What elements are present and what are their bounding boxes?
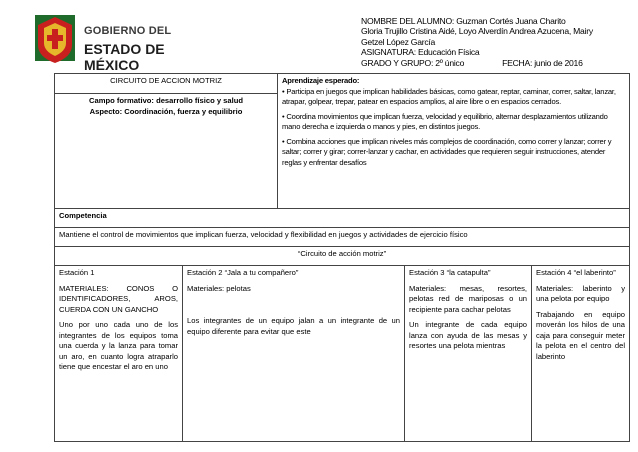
formative-field: Campo formativo: desarrollo físico y salud [88, 96, 244, 105]
table-row [55, 74, 630, 94]
table-row [55, 247, 630, 266]
student-info [361, 16, 631, 68]
grade-date-line [361, 58, 631, 68]
learning-outcome-item: • Coordina movimientos que implican fuerza, velocidad y equilibrio, alternar desplazamientos utilizando mano derecha e izquierda o manos y pies, en distintos juegos. [282, 111, 608, 131]
competence-text: Mantiene el control de movimientos que implican fuerza, velocidad y flexibilidad en juegos y actividades de ejercicio físico [55, 228, 630, 247]
student-list-line-2: Getzel López García [361, 36, 436, 47]
circuit-title-cell: CIRCUITO DE ACCION MOTRIZ [55, 74, 278, 94]
date: FECHA: junio de 2016 [502, 57, 583, 68]
circuit-name: “Circuito de acción motriz” [55, 247, 630, 266]
station-cell [55, 266, 183, 442]
subject: ASIGNATURA: Educación Física [361, 47, 480, 58]
logo-line-2: ESTADO DE MÉXICO [84, 41, 165, 73]
learning-outcome-item: • Combina acciones que implican niveles más complejos de coordinación, como correr y lanzar; correr y saltar; correr y girar; correr-lanzar y cachar, en actividades que requieren seguir instrucciones, atender reglas y enfrentar desafíos [282, 136, 612, 167]
logo-line-1: GOBIERNO DEL [84, 25, 172, 37]
learning-outcome-item: • Participa en juegos que implican habilidades básicas, como gatear, reptar, caminar, correr, saltar, lanzar, atrapar, golpear, trepar, patear en espacios amplios, al aire libre o en espacios cerrados. [282, 86, 616, 106]
station-materials: Materiales: pelotas [187, 283, 251, 293]
table-row [55, 266, 630, 442]
station-description: Uno por uno cada uno de los integrantes de los equipos toma una cuerda y la lanza para tomar un aro, en cuanto logra atraparlo tiene que encestar el aro en uno [59, 320, 178, 371]
station-title: Estación 1 [59, 268, 95, 277]
student-list-line-1: Gloria Trujillo Cristina Aidé, Loyo Alverdín Andrea Azucena, Mairy [361, 26, 593, 37]
learning-outcomes-cell [278, 74, 630, 209]
competence-label: Competencia [55, 209, 630, 228]
student-name: NOMBRE DEL ALUMNO: Guzman Cortés Juana Charito [361, 16, 566, 26]
station-materials: Materiales: laberinto y una pelota por equipo [536, 283, 626, 303]
station-3-column [405, 266, 532, 441]
activity-plan-table [54, 73, 630, 442]
aspect: Aspecto: Coordinación, fuerza y equilibrio [89, 106, 243, 116]
station-cell [405, 266, 630, 442]
government-logo [32, 11, 172, 73]
table-row [55, 209, 630, 228]
station-title: Estación 4 “el laberinto” [536, 268, 616, 277]
station-title: Estación 2 “Jala a tu compañero” [187, 268, 299, 277]
station-description: Trabajando en equipo moverán los hilos de una caja para conseguir meter la pelota en el centro del laberinto [536, 309, 626, 361]
station-cell [183, 266, 405, 442]
table-row [55, 228, 630, 247]
station-description: Los integrantes de un equipo jalan a un integrante de un equipo diferente para evitar que este [187, 316, 401, 336]
station-materials: Materiales: mesas, resortes, pelotas red de mariposas o un recipiente para cachar pelotas [409, 283, 528, 314]
grade-group: GRADO Y GRUPO: 2º único [361, 57, 465, 68]
learning-outcomes-title: Aprendizaje esperado: [282, 76, 360, 85]
station-description: Un integrante de cada equipo lanza con ayuda de las mesas y resortes una pelota mientras [409, 320, 528, 350]
station-materials: MATERIALES: CONOS O IDENTIFICADORES, AROS, CUERDA CON UN GANCHO [59, 283, 178, 314]
station-4-column [532, 266, 629, 441]
formative-field-cell [55, 94, 278, 209]
station-title: Estación 3 “la catapulta” [409, 268, 491, 277]
state-emblem-icon [32, 11, 78, 67]
